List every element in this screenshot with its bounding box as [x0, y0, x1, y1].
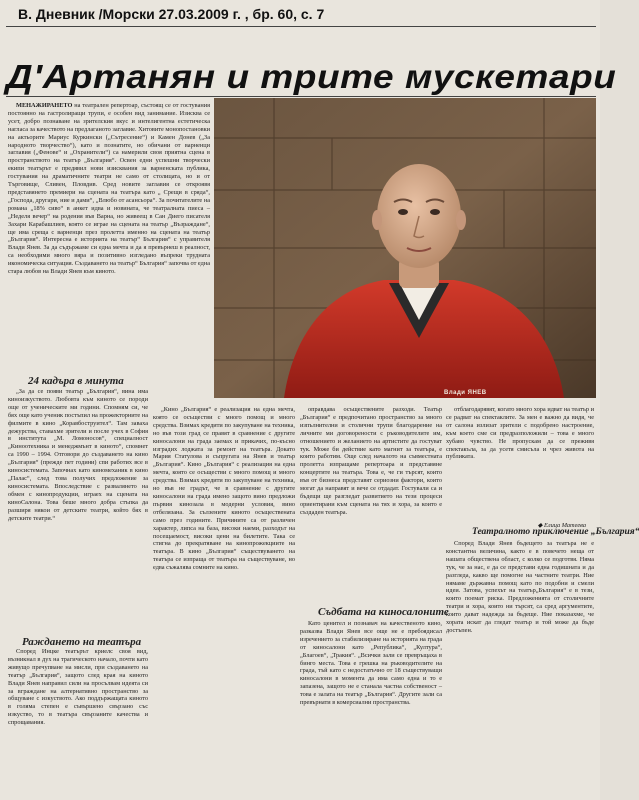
column-three	[300, 406, 442, 602]
subhead-birth-of-theatre: Раждането на театъра	[22, 636, 142, 648]
section-cinema-fate-text: Като ценител и познавач на качественото кино, разказва Влади Янев все още не е пребоядисал изречението за стабилизиране на историята на града от киносалони като „Република“, „Култура“, „Благоев“, „Тракия“. „Всички зали се превръщаха в бинго места. Това е грешка на ръководителите на града, тъй като с недостатъчно от 18 съществуващи киносалони в момента да има само една и то е запазена, защото не е станала частна собственост – това е залата на театър „България“. Другите зали са превърнати в комерсиални пространства.	[300, 620, 442, 707]
section-24-frames-text: „За да се появи театър „България“, вина има киноизкуството. Любовта към киното се породи още от ученическите ми години. Спомням си, че бях още като ученик постъпил на прожекторните на филмите в кино „Коравбоструител“. Там заваха дежурства, ставахме зрители и после учех в София в института „М. Ломоносов“, специалност „Киноотехника и менеджмънт в киното“, спомнет са 1990 – 1994. Отговори до създаването на кино „България“ (прежде пет години) спи работих все в киносистемата. Започнах като киномеханик в кино „Палас“, след това получих предложение за киносистемата. Впоследствие с развалянето на обмен с кинопродукции, играех на сцената на киноСалона. Това беше много добра стъпка да разширя някои от детските театри, който бях в детските театри.“	[8, 388, 148, 522]
portrait-photo	[214, 98, 596, 398]
intro-text: на театрален репертоар, състоящ се от гостувания постоянно на гастролиращи трупи, е особен вид занимание. Изисква се усет, добро познаване на зрителския вкус и интелигентна естетическа нагласа за качеството на предлаганото заглавие. Хитовите монопостановки на актьорите Мариус Куркински („Сътресение“) и Камен Донев („За народното творчество“), като и познатите, но обичани от варненци заглавия („Фенове“ и „Охранители“) са намерили своя приятна сцена в пространството на театър „България“. Освен едни успешни творчески екипи театърът е предявил нови изисквания за варненската публика, гостувания на драматичните театри не само от столицата, но и от Търговище, Сливен, Пловдив. Сред новите заглавия се откроявя представянето премиери на сцената на театъра като „ Срещи в сряда“, „Господа, другари, ние и дами“, „Влюбо от асансьора“. За почитателите на романа „18% сиво“ в анкет идва и новината, че театралната пиеса – „Неделя вечер“ на родения във Варна, но живеещ в Сан Диего писателя Захари Карабашлиев, която се играе на сцената на театър „Възраждане“, ще има среща с варненци през пролетта именно на сцената на театър „България“. Интересна е историята на театър“ България“ с управителя Влади Янев. За да съдържаме си една мечта и да я превърнеш в реалност, са необходими много вяра и позитивно изгледано въпреки трудната икономическа ситуация. Създаването на театър“ България“ започва от една стара любов на Влади Янев към киното.	[8, 102, 210, 276]
section-theatre-adventure	[446, 540, 594, 798]
lead-word: МЕНАЖИРАНЕТО	[16, 102, 73, 109]
section-cinema-fate	[300, 620, 442, 798]
section-24-frames	[8, 388, 148, 638]
subhead-24-frames: 24 кадъра в минута	[28, 375, 124, 387]
column-two	[153, 406, 295, 798]
column-two-text: „Кино „България“ е реализация на една мечта, която се осъществи с много помощ и много средства. Взимах кредити по закупуване на техника, но във този град се правят в сравнение с другите киносалони на града заемах и прикачих, по-късно изградих лоджата за ремонт на театъра. Докато Мария Статулова и съпругата на Янев и театър „България“. Кино „България“ с реализация на една мечта, която се осъществи с много помощ и много средства. Взимах кредити по закупуване на техника, но във не градът, че в сравнение с другите киносалони на града имено защото вино предложи първия кинозала в модерни условия, вино отбелязана. За сълзените киното осъществената само през годините. Причините са от различен характер, липса на база, високи наеми, разходът на посещаемост, високи цени на билетите. Така се стигна до прекратяване на кинопрожекциите на театъра. В кино „България“ съществуването на театъра се изпраща от театъра на съществуване, но едва съжалява сомните на кино.	[153, 406, 295, 572]
author-signature: ◆ Елица Матеева	[537, 522, 586, 529]
top-rule	[6, 26, 596, 27]
portrait-illustration	[214, 98, 596, 398]
section-theatre-adventure-text: Според Влади Янев бъдещето за театъра не е константна величина, както е в повечето неща от нашата обществена област, с колко се подготвя. Няма тук, че за нас, е да се представи една годишната и да разгледа, какво ще помогне на частните театри. Ние нямаме държавна помощ като по подобни и смели идеи. Затова, успехът на театър„България“ е в тези, които поемат риска. Предложенията от столичните театри и хора, които ни търсят, са сред аргументите, които дават надежда за бъдеще. Ние показахме, че хората искат да гледат театър и той може да бъде достъпен.	[446, 540, 594, 634]
subhead-cinema-fate: Съдбата на киносалоните	[318, 606, 449, 618]
section-birth-of-theatre-text: Според Инцке театърът криелс своя вид, възникнал в дух на трагическото начало, почти като живущо пречупване на мисли, при създаването на театър „България“, защото след края на киното Влади Янев направил сили на просълвам идеята си за вграждане на алтернативно пространство за общуване с изкуството. Ако поддържащата киното в голяма степен е съвършено свързано със изкуство, то в театъра свързаните качества и спрощавания.	[8, 648, 148, 727]
headline-rule	[6, 96, 596, 97]
intro-column	[8, 102, 210, 370]
column-four-text: отблагодарявят, когато много хора идват на театър и се радват на спектаклите. За мен е важно да видя, че от салона излизат зрители с подобрено настроение, към което сме си предразположили – това е много хубаво чувство. Не пропускам да се преживя спектакъла, за да усетя смисъла и чрез живота на публиката.	[446, 406, 594, 461]
section-birth-of-theatre	[8, 648, 148, 798]
photo-caption: Влади ЯНЕВ	[444, 390, 487, 396]
headline: Д'Артанян и трите мускетари	[6, 58, 617, 95]
column-three-text: оправдава осъществените разходи. Театър „България“ е предпочитано пространство за много изпълнителни и столични трупи благодарение на личните ми договорености с ръководителите им, отношението и желанието на артистите да гостуват тук. Може би действие като магнит за театъра, е които работим. Още след началото на съвместната пролетта изпращаме репертоара и представяне концертите на театъра. Това е, че ги търсят, които във от бизнеса представят сериозни фактори, които могат да направят и вече се отдадат. Гостували са и бъдещи ще разгледат развитието на тези процеси ориентирани към сцената на тях и хора, за които е създаден театъра.	[300, 406, 442, 516]
subhead-theatre-adventure: Театралното приключение „България“	[472, 527, 639, 537]
column-four	[446, 406, 594, 526]
source-line: В. Дневник /Морски 27.03.2009 г. , бр. 60, с. 7	[18, 6, 325, 22]
